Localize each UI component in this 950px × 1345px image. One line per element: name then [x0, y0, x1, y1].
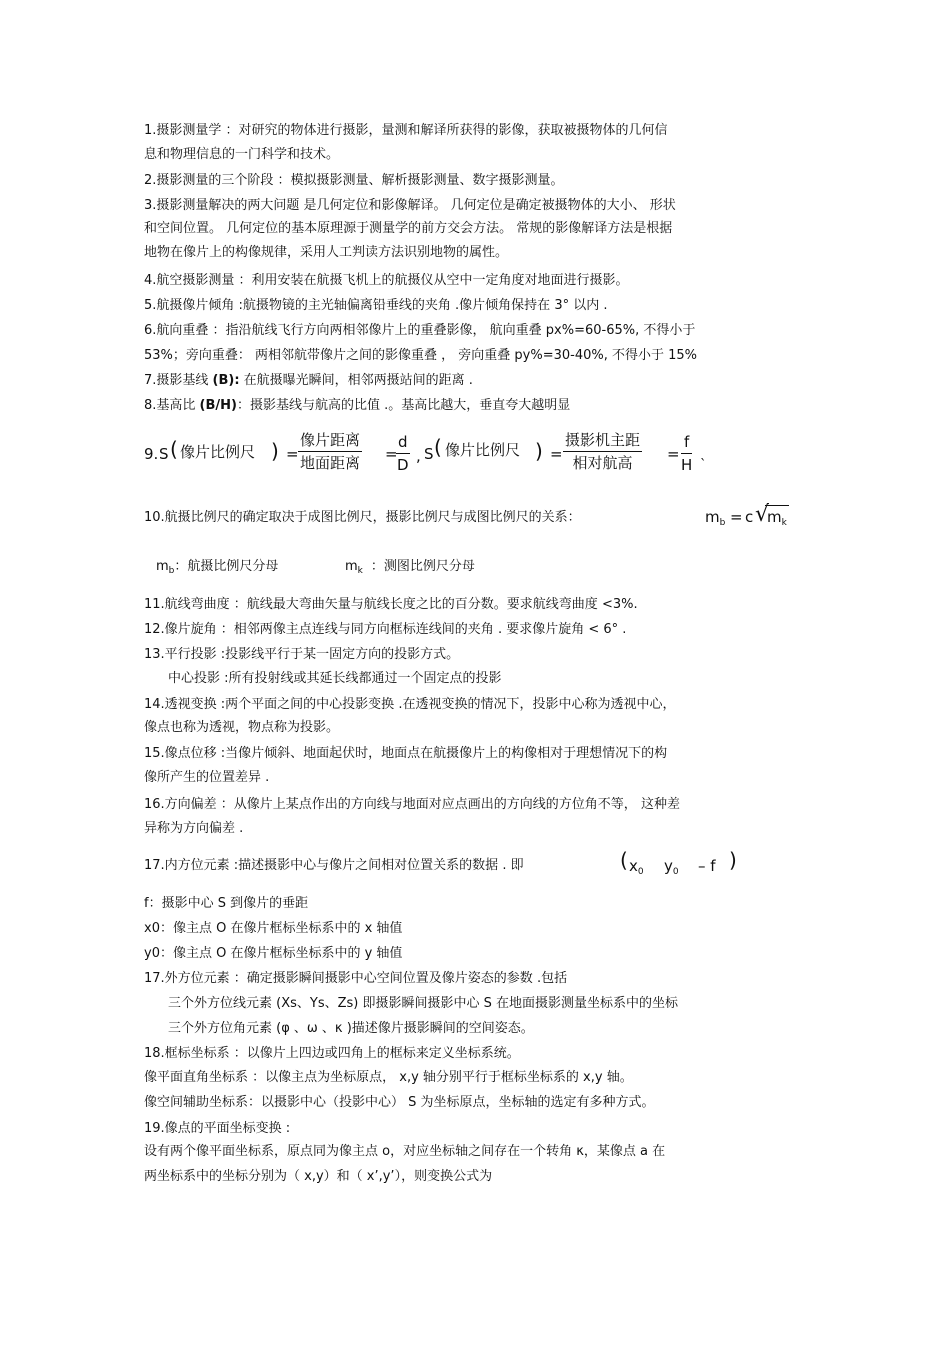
formula-9-lparen1: ( — [170, 437, 178, 461]
line-7 — [144, 373, 473, 389]
formula-10-sqrt-icon: √ — [755, 502, 770, 527]
formula-9-eq3: = — [550, 445, 563, 463]
legend-mk-sub: k — [357, 566, 363, 576]
legend-mb — [156, 559, 278, 579]
formula-9-frac3 — [563, 430, 642, 473]
line-16b: 异称为方向偏差 . — [144, 821, 244, 836]
line-3a: 3.摄影测量解决的两大问题 是几何定位和影像解译。 几何定位是确定被摄物体的大小、 形状 — [144, 198, 676, 213]
formula-9-end: ` — [700, 458, 707, 473]
formula-10-eq: = — [730, 508, 743, 526]
formula-10-k-sub: k — [781, 518, 787, 528]
line-f: f：摄影中心 S 到像片的垂距 — [144, 896, 309, 911]
line-16a: 16.方向偏差 ：从像片上某点作出的方向线与地面对应点画出的方向线的方位角不等， 这种差 — [144, 797, 680, 812]
line-14a: 14.透视变换 :两个平面之间的中心投影变换 .在透视变换的情况下，投影中心称为透视中心， — [144, 697, 676, 712]
formula-9-den1b: D — [396, 456, 409, 474]
line-2: 2.摄影测量的三个阶段 ：模拟摄影测量、解析摄影测量、数字摄影测量。 — [144, 173, 564, 188]
legend-mb-sub: b — [168, 566, 175, 576]
line-8-text: ：摄影基线与航高的比值 .。基高比越大，垂直夸大越明显 — [236, 398, 571, 413]
formula-10-m-letter: m — [705, 508, 720, 526]
line-14b: 像点也称为透视，物点称为投影。 — [144, 720, 340, 735]
line-8 — [144, 398, 570, 414]
line-13b: 中心投影 :所有投射线或其延长线都通过一个固定点的投影 — [168, 671, 502, 686]
formula-9-eq1: = — [286, 445, 299, 463]
formula-9-den1: 地面距离 — [300, 454, 361, 472]
formula-10-mk-letter: m — [767, 508, 782, 526]
legend-mb-text: ：航摄比例尺分母 — [174, 559, 279, 574]
formula-9-rparen1: ) — [271, 439, 279, 463]
formula-17-x: x — [629, 857, 638, 875]
line-5: 5.航摄像片倾角 :航摄物镜的主光轴偏离铅垂线的夹角 .像片倾角保持在 3° 以内 . — [144, 298, 608, 313]
formula-9-frac1 — [298, 430, 362, 473]
line-15a: 15.像点位移 :当像片倾斜、地面起伏时，地面点在航摄像片上的构像相对于理想情况下的构 — [144, 746, 668, 761]
line-12: 12.像片旋角 ：相邻两像主点连线与同方向框标连线间的夹角 . 要求像片旋角 < 6° . — [144, 622, 627, 637]
line-19c: 两坐标系中的坐标分别为（ x,y）和（ x’,y’），则变换公式为 — [144, 1169, 493, 1184]
formula-17-y0 — [664, 858, 679, 880]
formula-17-y-sub: 0 — [672, 867, 679, 877]
formula-9-num1b: d — [396, 432, 410, 454]
formula-17-x-sub: 0 — [637, 867, 644, 877]
formula-9-num2: 摄影机主距 — [563, 430, 642, 452]
formula-17-x0 — [629, 858, 644, 880]
line-x0: x0：像主点 O 在像片框标坐标系中的 x 轴值 — [144, 921, 403, 936]
formula-17-rparen: ) — [729, 848, 737, 872]
formula-9-frac2 — [396, 432, 410, 475]
line-4: 4.航空摄影测量 ：利用安装在航摄飞机上的航摄仪从空中一定角度对地面进行摄影。 — [144, 273, 629, 288]
legend-mk — [345, 559, 475, 579]
line-10: 10.航摄比例尺的确定取决于成图比例尺，摄影比例尺与成图比例尺的关系： — [144, 510, 581, 525]
legend-mb-letter: m — [156, 559, 169, 574]
line-7-text: 在航摄曝光瞬间，相邻两摄站间的距离 . — [239, 373, 473, 388]
formula-17-f: – f — [698, 857, 716, 875]
formula-9-eq4: = — [667, 445, 680, 463]
line-6b: 53%；旁向重叠： 两相邻航带像片之间的影像重叠 ， 旁向重叠 py%=30-40%, 不得小于 15% — [144, 348, 698, 363]
formula-9-s1: S — [159, 445, 169, 463]
formula-9-eq2: = — [385, 445, 398, 463]
line-19a: 19.像点的平面坐标变换 : — [144, 1121, 291, 1136]
formula-9-arg1: 像片比例尺 — [180, 443, 256, 461]
line-15b: 像所产生的位置差异 . — [144, 770, 270, 785]
formula-9-num1: 像片距离 — [298, 430, 362, 452]
formula-9-frac4 — [681, 432, 692, 475]
formula-17-lparen: ( — [620, 848, 628, 872]
line-18a: 18.框标坐标系 ：以像片上四边或四角上的框标来定义坐标系统。 — [144, 1046, 520, 1061]
line-11: 11.航线弯曲度 ：航线最大弯曲矢量与航线长度之比的百分数。要求航线弯曲度 <3%. — [144, 597, 638, 612]
formula-9-den2b: H — [681, 456, 693, 474]
line-18c: 像空间辅助坐标系：以摄影中心（投影中心） S 为坐标原点，坐标轴的选定有多种方式。 — [144, 1095, 655, 1110]
formula-9-s2: S — [424, 445, 434, 463]
line-19b: 设有两个像平面坐标系，原点同为像主点 o，对应坐标轴之间存在一个转角 κ，某像点 a 在 — [144, 1144, 666, 1159]
line-17c: 三个外方位线元素 (Xs、Ys、Zs) 即摄影瞬间摄影中心 S 在地面摄影测量坐标系中的坐标 — [168, 996, 678, 1011]
formula-10-b-sub: b — [719, 518, 726, 528]
line-18b: 像平面直角坐标系 ：以像主点为坐标原点， x,y 轴分别平行于框标坐标系的 x,y 轴。 — [144, 1070, 633, 1085]
legend-mk-text: ：测图比例尺分母 — [370, 559, 475, 574]
formula-9-arg2: 像片比例尺 — [445, 441, 521, 459]
formula-9-num2b: f — [681, 432, 692, 454]
formula-10-m — [705, 509, 725, 531]
line-8-prefix: 8.基高比 — [144, 398, 200, 413]
line-7-symbol: (B): — [212, 373, 240, 388]
line-7-prefix: 7.摄影基线 — [144, 373, 213, 388]
formula-9-lparen2: ( — [434, 435, 442, 459]
formula-10-sqrt-bar — [765, 505, 789, 506]
line-3c: 地物在像片上的构像规律，采用人工判读方法识别地物的属性。 — [144, 245, 509, 260]
formula-17-y: y — [664, 857, 673, 875]
formula-9-prefix: 9. — [144, 445, 159, 463]
line-17d: 三个外方位角元素 (φ 、ω 、κ )描述像片摄影瞬间的空间姿态。 — [168, 1021, 534, 1036]
line-3b: 和空间位置。 几何定位的基本原理源于测量学的前方交会方法。 常规的影像解译方法是根据 — [144, 221, 673, 236]
line-17: 17.内方位元素 :描述摄影中心与像片之间相对位置关系的数据 . 即 — [144, 858, 524, 873]
line-y0: y0：像主点 O 在像片框标坐标系中的 y 轴值 — [144, 946, 403, 961]
formula-9-rparen2: ) — [535, 439, 543, 463]
line-17b: 17.外方位元素 ：确定摄影瞬间摄影中心空间位置及像片姿态的参数 .包括 — [144, 971, 568, 986]
line-1b: 息和物理信息的一门科学和技术。 — [144, 147, 340, 162]
line-8-symbol: (B/H) — [199, 398, 237, 413]
line-1a: 1.摄影测量学 ：对研究的物体进行摄影，量测和解译所获得的影像，获取被摄物体的几何信 — [144, 123, 668, 138]
formula-9-den2: 相对航高 — [572, 454, 633, 472]
line-6a: 6.航向重叠 ：指沿航线飞行方向两相邻像片上的重叠影像， 航向重叠 px%=60-65%, 不得小于 — [144, 323, 696, 338]
formula-9-sep: , — [416, 447, 421, 465]
formula-10-mk — [767, 509, 787, 531]
line-13a: 13.平行投影 :投影线平行于某一固定方向的投影方式。 — [144, 647, 460, 662]
legend-mk-letter: m — [345, 559, 358, 574]
formula-10-c: c — [745, 508, 754, 526]
